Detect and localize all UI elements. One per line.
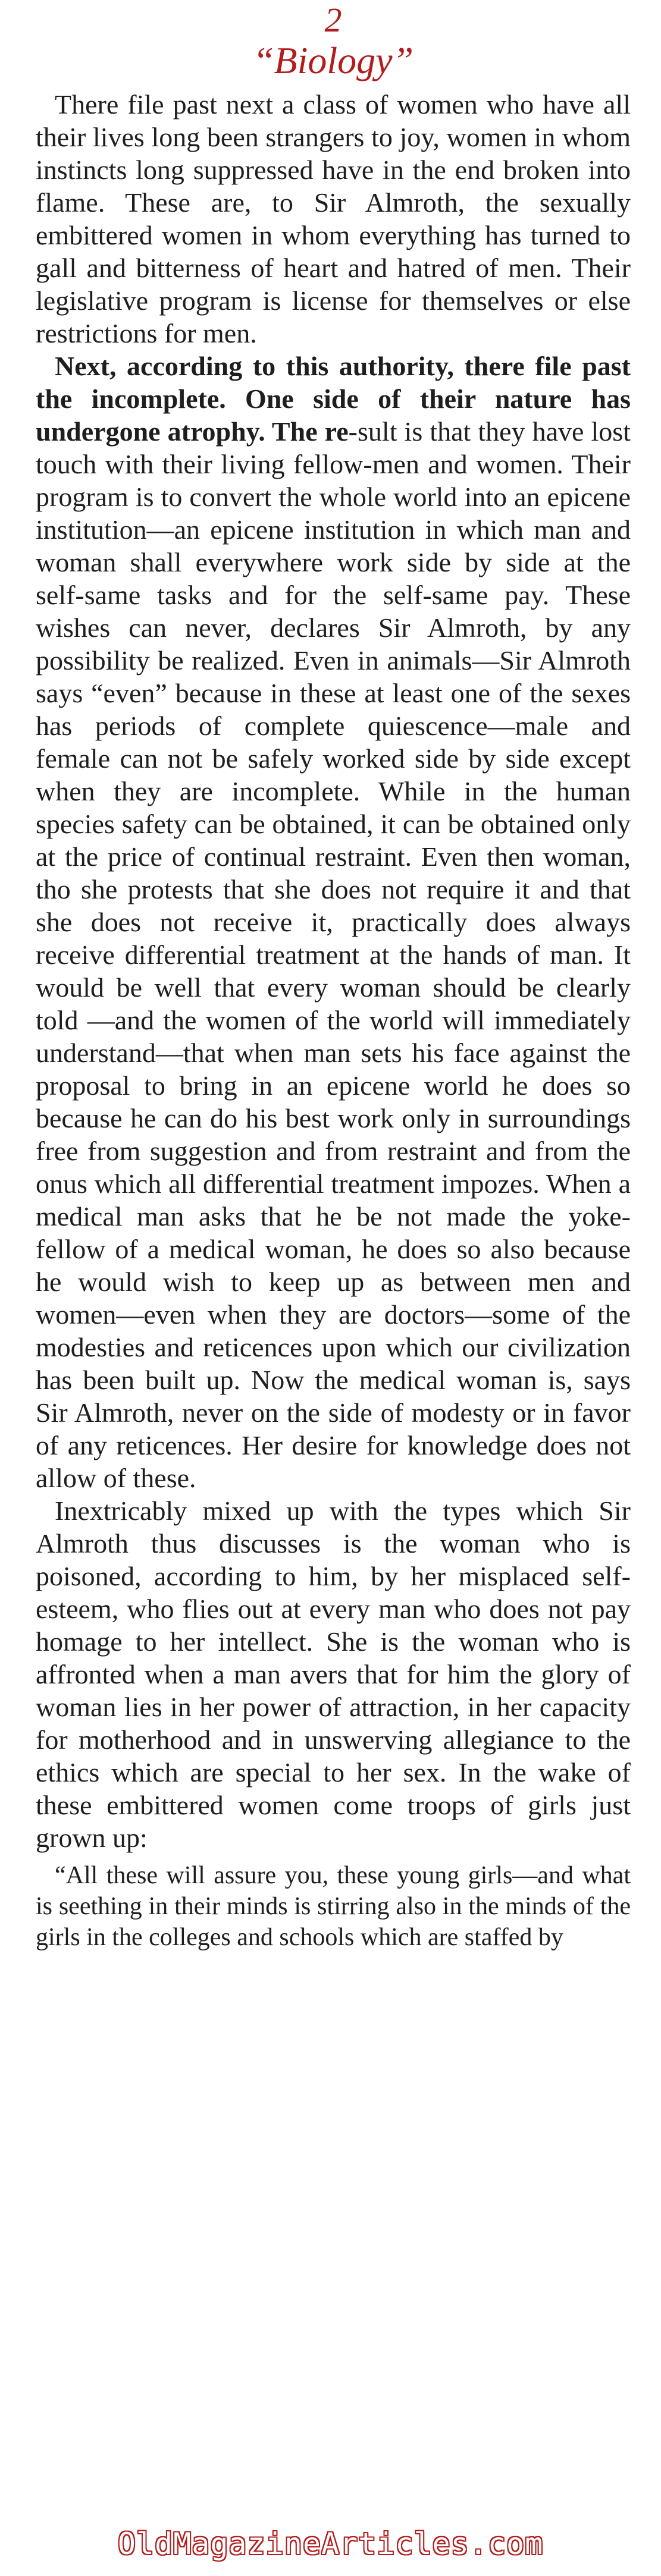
section-title: “Biology” (252, 39, 414, 81)
page-number: 2 (324, 1, 342, 39)
article-paragraph-3: Inextricably mixed up with the types which Sir Almroth thus discusses is the woman who is poisoned, according to him, by her misplaced self-esteem, who flies out at every man who does not pay homage to her intellect. She is the woman who is affronted when a man avers that for him the glory of woman lies in her power of attraction, in her capacity for motherhood and in unswerving allegiance to the ethics which are special to her sex. In the wake of these embittered women come troops of girls just grown up: (36, 1496, 631, 1853)
footer-watermark: OldMagazineArticles.com (117, 2527, 544, 2561)
article-paragraph-1: There file past next a class of women who have all their lives long been strangers to joy, women in whom instincts long suppressed have in the end broken into flame. These are, to Sir Almroth, the sexually embittered women in whom everything has turned to gall and bitterness of heart and hatred of men. Their legislative program is license for themselves or else restrictions for men. (36, 89, 631, 348)
article-body (36, 88, 631, 1953)
paragraph-bold-lead: Next, according to this authority, there file past the incomplete. One side of their nature has undergone atrophy. The re- (36, 351, 631, 447)
article-page (36, 0, 631, 1953)
paragraph-continuation: sult is that they have lost touch with their living fellow-men and women. Their program is to convert the whole world into an epicene institution—an epicene institution in which man and woman shall everywhere work side by side at the self-same tasks and for the self-same pay. These wishes can never, declares Sir Almroth, by any possibility be realized. Even in animals—Sir Almroth says “even” because in these at least one of the sexes has periods of complete quiescence—male and female can not be safely worked side by side except when they are incomplete. While in the human species safety can be obtained, it can be obtained only at the price of continual restraint. Even then woman, tho she protests that she does not require it and that she does not receive it, practically does always receive differential treatment at the hands of man. It would be well that every woman should be clearly told —and the women of the world will immediately understand—that when man sets his face against the proposal to bring in an epicene world he does so because he can do his best work only in surroundings free from suggestion and from restraint and from the onus which all differential treatment impozes. When a medical man asks that he be not made the yoke-fellow of a medical woman, he does so also because he would wish to keep up as between men and women—even when they are doctors—some of the modesties and reticences upon which our civilization has been built up. Now the medical woman is, says Sir Almroth, never on the side of modesty or in favor of any reticences. Her desire for knowledge does not allow of these. (36, 416, 631, 1493)
article-paragraph-2 (36, 350, 631, 1494)
article-quote: “All these will assure you, these young girls—and what is seething in their minds is stirring also in the minds of the girls in the colleges and schools which are staffed by (36, 1862, 631, 1951)
